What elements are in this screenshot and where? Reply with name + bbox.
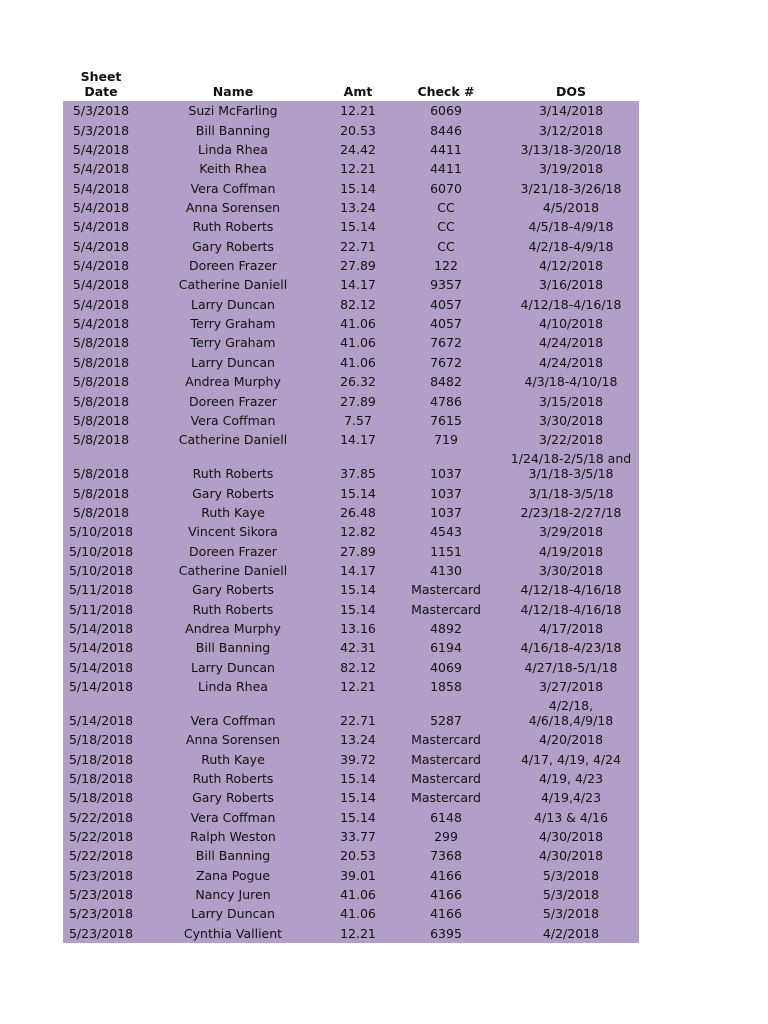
cell-dos: 4/2/18, 4/6/18,4/9/18 — [528, 697, 614, 728]
cell-sheet-date: 5/8/2018 — [72, 393, 130, 409]
cell-amt: 14.17 — [340, 432, 376, 448]
cell-amt: 39.01 — [340, 867, 376, 883]
cell-sheet-date: 5/23/2018 — [68, 887, 134, 903]
cell-sheet-date: 5/10/2018 — [68, 543, 134, 559]
cell-sheet-date: 5/8/2018 — [72, 374, 130, 390]
cell-name: Catherine Daniell — [178, 432, 288, 448]
cell-name: Gary Roberts — [192, 238, 274, 254]
cell-check: 719 — [434, 432, 458, 448]
cell-name: Doreen Frazer — [189, 393, 277, 409]
header-sheet-date: Sheet Date — [80, 69, 122, 99]
cell-check: 299 — [434, 829, 458, 845]
table-row — [63, 198, 639, 217]
cell-amt: 22.71 — [340, 238, 376, 254]
cell-check: 1037 — [430, 485, 462, 501]
cell-check: CC — [437, 219, 455, 235]
cell-amt: 26.32 — [340, 374, 376, 390]
cell-amt: 15.14 — [340, 180, 376, 196]
cell-dos: 3/30/2018 — [538, 412, 604, 428]
cell-check: 1151 — [430, 543, 462, 559]
table-row — [63, 657, 639, 676]
table-row — [63, 730, 639, 749]
header-row — [63, 68, 639, 101]
cell-amt: 41.06 — [340, 354, 376, 370]
cell-check: 7672 — [430, 354, 462, 370]
cell-amt: 15.14 — [340, 219, 376, 235]
cell-sheet-date: 5/8/2018 — [72, 485, 130, 501]
cell-amt: 82.12 — [340, 296, 376, 312]
cell-sheet-date: 5/4/2018 — [72, 161, 130, 177]
cell-amt: 15.14 — [340, 771, 376, 786]
header-dos: DOS — [555, 84, 586, 99]
cell-check: Mastercard — [411, 601, 481, 617]
cell-check: 4892 — [430, 620, 462, 636]
table-row — [63, 430, 639, 449]
cell-dos: 4/16/18-4/23/18 — [520, 640, 622, 656]
cell-sheet-date: 5/8/2018 — [72, 412, 130, 428]
cell-amt: 14.17 — [340, 277, 376, 293]
table-row — [63, 788, 639, 807]
cell-sheet-date: 5/18/2018 — [68, 732, 134, 748]
cell-sheet-date: 5/3/2018 — [72, 103, 130, 119]
cell-name: Cynthia Vallient — [183, 925, 283, 941]
cell-dos: 3/27/2018 — [538, 678, 604, 694]
cell-check: 8446 — [430, 122, 462, 138]
cell-name: Terry Graham — [190, 316, 276, 332]
table-row — [63, 236, 639, 255]
cell-dos: 4/27/18-5/1/18 — [524, 659, 618, 675]
cell-check: 6070 — [430, 180, 462, 196]
table-row — [63, 120, 639, 139]
table-row — [63, 391, 639, 410]
cell-check: 4069 — [430, 659, 462, 675]
spreadsheet — [63, 68, 639, 943]
cell-name: Gary Roberts — [192, 790, 274, 806]
cell-sheet-date: 5/14/2018 — [68, 620, 134, 636]
cell-check: Mastercard — [411, 790, 481, 806]
table-row — [63, 275, 639, 294]
table-row — [63, 769, 639, 788]
cell-name: Terry Graham — [190, 335, 276, 351]
table-row — [63, 807, 639, 826]
table-row — [63, 314, 639, 333]
cell-sheet-date: 5/3/2018 — [72, 122, 130, 138]
cell-sheet-date: 5/22/2018 — [68, 848, 134, 864]
cell-amt: 27.89 — [340, 258, 376, 274]
table-row — [63, 294, 639, 313]
cell-sheet-date: 5/14/2018 — [68, 640, 134, 656]
cell-sheet-date: 5/23/2018 — [68, 906, 134, 922]
header-name: Name — [212, 84, 254, 99]
cell-dos: 3/21/18-3/26/18 — [520, 180, 622, 196]
cell-name: Ruth Roberts — [192, 219, 274, 235]
cell-sheet-date: 5/14/2018 — [68, 712, 134, 728]
cell-name: Gary Roberts — [192, 485, 274, 501]
cell-name: Bill Banning — [195, 640, 271, 656]
cell-name: Vera Coffman — [190, 712, 276, 728]
cell-amt: 22.71 — [340, 712, 376, 728]
cell-sheet-date: 5/4/2018 — [72, 296, 130, 312]
cell-check: Mastercard — [411, 732, 481, 748]
cell-dos: 5/3/2018 — [542, 887, 600, 903]
cell-name: Larry Duncan — [191, 906, 275, 922]
cell-dos: 5/3/2018 — [542, 906, 600, 922]
cell-check: CC — [437, 200, 455, 216]
cell-sheet-date: 5/22/2018 — [68, 809, 134, 825]
cell-name: Ruth Roberts — [192, 466, 274, 482]
table-row — [63, 101, 639, 120]
cell-dos: 4/30/2018 — [538, 848, 604, 864]
cell-amt: 39.72 — [340, 751, 376, 767]
cell-check: 7615 — [430, 412, 462, 428]
cell-amt: 41.06 — [340, 335, 376, 351]
cell-check: 8482 — [430, 374, 462, 390]
cell-sheet-date: 5/4/2018 — [72, 200, 130, 216]
cell-dos: 4/10/2018 — [538, 316, 604, 332]
cell-sheet-date: 5/22/2018 — [68, 829, 134, 845]
cell-sheet-date: 5/4/2018 — [72, 238, 130, 254]
cell-check: 4166 — [430, 906, 462, 922]
cell-sheet-date: 5/8/2018 — [72, 335, 130, 351]
table-row — [63, 140, 639, 159]
cell-dos: 5/3/2018 — [542, 867, 600, 883]
cell-check: 4057 — [430, 316, 462, 332]
table-row — [63, 885, 639, 904]
cell-name: Suzi McFarling — [188, 103, 278, 119]
cell-check: 4543 — [430, 524, 462, 540]
cell-name: Anna Sorensen — [185, 200, 281, 216]
cell-amt: 13.16 — [340, 620, 376, 636]
cell-name: Ruth Roberts — [192, 771, 274, 786]
cell-check: 4786 — [430, 393, 462, 409]
cell-dos: 4/30/2018 — [538, 829, 604, 845]
cell-sheet-date: 5/4/2018 — [72, 258, 130, 274]
table-row — [63, 333, 639, 352]
table-row — [63, 541, 639, 560]
cell-sheet-date: 5/8/2018 — [72, 354, 130, 370]
cell-amt: 20.53 — [340, 122, 376, 138]
cell-dos: 4/2/18-4/9/18 — [528, 238, 614, 254]
cell-check: 1858 — [430, 678, 462, 694]
cell-check: 6069 — [430, 103, 462, 119]
table-row — [63, 749, 639, 768]
table-row — [63, 619, 639, 638]
table-row — [63, 449, 639, 483]
cell-dos: 1/24/18-2/5/18 and 3/1/18-3/5/18 — [510, 451, 632, 482]
cell-sheet-date: 5/23/2018 — [68, 925, 134, 941]
cell-name: Andrea Murphy — [185, 374, 281, 390]
cell-amt: 12.21 — [340, 678, 376, 694]
cell-sheet-date: 5/18/2018 — [68, 751, 134, 767]
cell-dos: 3/22/2018 — [538, 432, 604, 448]
cell-dos: 3/29/2018 — [538, 524, 604, 540]
table-row — [63, 923, 639, 942]
cell-dos: 4/19/2018 — [538, 543, 604, 559]
cell-check: CC — [437, 238, 455, 254]
cell-sheet-date: 5/11/2018 — [68, 601, 134, 617]
cell-amt: 15.14 — [340, 582, 376, 598]
cell-name: Linda Rhea — [198, 678, 268, 694]
cell-amt: 15.14 — [340, 601, 376, 617]
cell-sheet-date: 5/4/2018 — [72, 316, 130, 332]
cell-name: Vincent Sikora — [188, 524, 278, 540]
cell-name: Larry Duncan — [191, 296, 275, 312]
table-row — [63, 372, 639, 391]
table-row — [63, 159, 639, 178]
cell-check: 4411 — [430, 142, 462, 158]
cell-dos: 4/17/2018 — [538, 620, 604, 636]
cell-dos: 3/16/2018 — [538, 277, 604, 293]
table-row — [63, 638, 639, 657]
cell-sheet-date: 5/10/2018 — [68, 562, 134, 578]
cell-amt: 37.85 — [340, 466, 376, 482]
cell-check: 7672 — [430, 335, 462, 351]
cell-name: Larry Duncan — [191, 354, 275, 370]
cell-amt: 7.57 — [344, 412, 372, 428]
cell-name: Doreen Frazer — [189, 258, 277, 274]
cell-amt: 20.53 — [340, 848, 376, 864]
cell-name: Bill Banning — [195, 848, 271, 864]
cell-amt: 14.17 — [340, 562, 376, 578]
cell-check: 9357 — [430, 277, 462, 293]
cell-name: Gary Roberts — [192, 582, 274, 598]
cell-sheet-date: 5/4/2018 — [72, 142, 130, 158]
cell-dos: 4/12/18-4/16/18 — [520, 601, 622, 617]
cell-dos: 4/12/2018 — [538, 258, 604, 274]
cell-dos: 4/5/18-4/9/18 — [528, 219, 614, 235]
cell-dos: 4/20/2018 — [538, 732, 604, 748]
table-row — [63, 217, 639, 236]
cell-sheet-date: 5/10/2018 — [68, 524, 134, 540]
cell-dos: 4/13 & 4/16 — [534, 809, 608, 825]
cell-sheet-date: 5/23/2018 — [68, 867, 134, 883]
cell-name: Keith Rhea — [199, 161, 267, 177]
cell-check: Mastercard — [411, 582, 481, 598]
cell-check: Mastercard — [411, 751, 481, 767]
cell-dos: 3/15/2018 — [538, 393, 604, 409]
table-row — [63, 483, 639, 502]
cell-dos: 3/1/18-3/5/18 — [528, 485, 614, 501]
table-row — [63, 256, 639, 275]
cell-name: Larry Duncan — [191, 659, 275, 675]
cell-name: Linda Rhea — [198, 142, 268, 158]
cell-sheet-date: 5/8/2018 — [72, 432, 130, 448]
cell-name: Bill Banning — [195, 122, 271, 138]
header-check: Check # — [417, 84, 475, 99]
cell-amt: 82.12 — [340, 659, 376, 675]
cell-amt: 15.14 — [340, 790, 376, 806]
cell-check: 1037 — [430, 466, 462, 482]
cell-amt: 12.21 — [340, 161, 376, 177]
table-body — [63, 101, 639, 943]
table-row — [63, 904, 639, 923]
table-row — [63, 178, 639, 197]
cell-amt: 41.06 — [340, 887, 376, 903]
cell-dos: 4/12/18-4/16/18 — [520, 296, 622, 312]
header-amt: Amt — [343, 84, 373, 99]
cell-amt: 15.14 — [340, 485, 376, 501]
cell-dos: 4/19,4/23 — [540, 790, 602, 806]
cell-check: 7368 — [430, 848, 462, 864]
cell-dos: 3/13/18-3/20/18 — [520, 142, 622, 158]
table-row — [63, 503, 639, 522]
table-row — [63, 696, 639, 730]
cell-dos: 4/24/2018 — [538, 335, 604, 351]
table-row — [63, 827, 639, 846]
cell-amt: 41.06 — [340, 316, 376, 332]
cell-amt: 26.48 — [340, 504, 376, 520]
table-row — [63, 352, 639, 371]
cell-amt: 41.06 — [340, 906, 376, 922]
cell-dos: 4/17, 4/19, 4/24 — [520, 751, 622, 767]
cell-dos: 3/12/2018 — [538, 122, 604, 138]
cell-dos: 3/14/2018 — [538, 103, 604, 119]
cell-name: Vera Coffman — [190, 180, 276, 196]
cell-sheet-date: 5/18/2018 — [68, 790, 134, 806]
cell-amt: 13.24 — [340, 200, 376, 216]
cell-dos: 4/2/2018 — [542, 925, 600, 941]
cell-check: 4057 — [430, 296, 462, 312]
cell-sheet-date: 5/14/2018 — [68, 678, 134, 694]
cell-name: Vera Coffman — [190, 809, 276, 825]
cell-name: Doreen Frazer — [189, 543, 277, 559]
cell-name: Andrea Murphy — [185, 620, 281, 636]
cell-check: 5287 — [430, 712, 462, 728]
cell-dos: 4/5/2018 — [542, 200, 600, 216]
cell-name: Ruth Roberts — [192, 601, 274, 617]
cell-check: 1037 — [430, 504, 462, 520]
cell-sheet-date: 5/4/2018 — [72, 277, 130, 293]
cell-amt: 33.77 — [340, 829, 376, 845]
cell-name: Anna Sorensen — [185, 732, 281, 748]
cell-amt: 27.89 — [340, 393, 376, 409]
cell-name: Vera Coffman — [190, 412, 276, 428]
cell-check: 4166 — [430, 887, 462, 903]
cell-check: 6148 — [430, 809, 462, 825]
table-row — [63, 522, 639, 541]
cell-sheet-date: 5/8/2018 — [72, 504, 130, 520]
table-row — [63, 865, 639, 884]
table-row — [63, 846, 639, 865]
table-row — [63, 599, 639, 618]
cell-dos: 4/19, 4/23 — [538, 771, 604, 786]
cell-check: 6194 — [430, 640, 462, 656]
cell-sheet-date: 5/11/2018 — [68, 582, 134, 598]
cell-dos: 2/23/18-2/27/18 — [520, 504, 622, 520]
table-row — [63, 677, 639, 696]
cell-sheet-date: 5/4/2018 — [72, 180, 130, 196]
cell-dos: 4/12/18-4/16/18 — [520, 582, 622, 598]
cell-amt: 12.21 — [340, 925, 376, 941]
cell-name: Catherine Daniell — [178, 562, 288, 578]
cell-name: Zana Pogue — [195, 867, 271, 883]
cell-check: 4130 — [430, 562, 462, 578]
cell-dos: 3/19/2018 — [538, 161, 604, 177]
cell-amt: 27.89 — [340, 543, 376, 559]
cell-check: 6395 — [430, 925, 462, 941]
cell-name: Ruth Kaye — [201, 751, 265, 767]
cell-amt: 42.31 — [340, 640, 376, 656]
cell-amt: 15.14 — [340, 809, 376, 825]
cell-name: Ruth Kaye — [201, 504, 265, 520]
table-row — [63, 580, 639, 599]
table-row — [63, 411, 639, 430]
cell-amt: 12.82 — [340, 524, 376, 540]
cell-dos: 4/3/18-4/10/18 — [524, 374, 618, 390]
cell-name: Catherine Daniell — [178, 277, 288, 293]
cell-sheet-date: 5/4/2018 — [72, 219, 130, 235]
cell-amt: 13.24 — [340, 732, 376, 748]
cell-amt: 24.42 — [340, 142, 376, 158]
cell-name: Nancy Juren — [195, 887, 271, 903]
cell-sheet-date: 5/8/2018 — [72, 466, 130, 482]
cell-check: Mastercard — [411, 771, 481, 786]
table-row — [63, 561, 639, 580]
cell-check: 4411 — [430, 161, 462, 177]
cell-sheet-date: 5/18/2018 — [68, 771, 134, 786]
cell-amt: 12.21 — [340, 103, 376, 119]
cell-check: 122 — [434, 258, 458, 274]
cell-dos: 4/24/2018 — [538, 354, 604, 370]
cell-sheet-date: 5/14/2018 — [68, 659, 134, 675]
cell-check: 4166 — [430, 867, 462, 883]
cell-dos: 3/30/2018 — [538, 562, 604, 578]
cell-name: Ralph Weston — [190, 829, 276, 845]
